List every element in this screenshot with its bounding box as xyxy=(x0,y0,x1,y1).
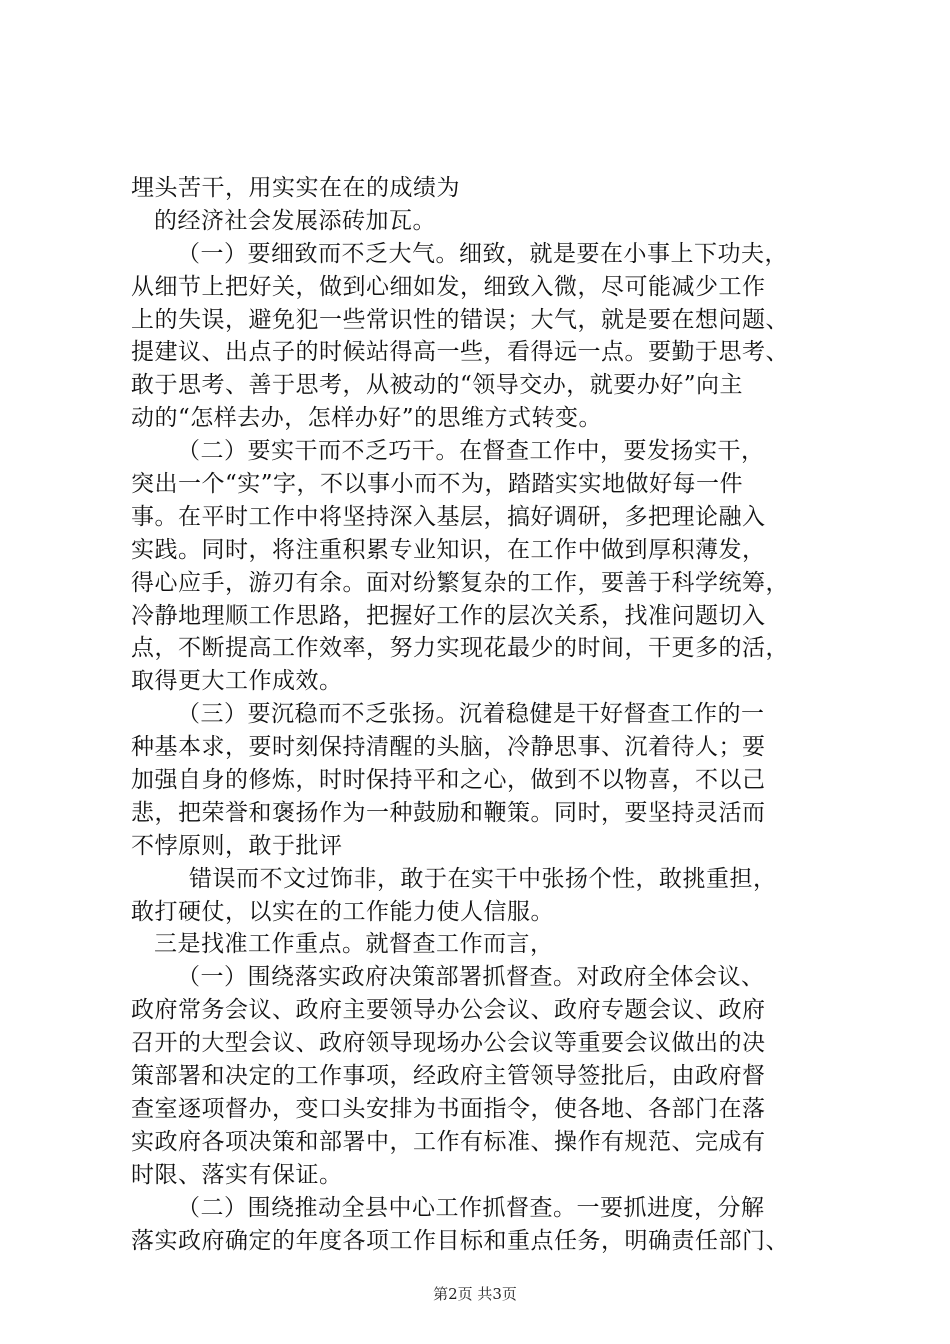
text-line: 从细节上把好关，做到心细如发，细致入微，尽可能减少工作 xyxy=(131,273,766,300)
text-line: 落实政府确定的年度各项工作目标和重点任务，明确责任部门、 xyxy=(131,1227,789,1254)
text-line: 不悖原则，敢于批评 xyxy=(131,832,343,859)
text-line: 查室逐项督办，变口头安排为书面指令，使各地、各部门在落 xyxy=(131,1095,766,1122)
text-line: 的经济社会发展添砖加瓦。 xyxy=(154,207,436,234)
text-line: 冷静地理顺工作思路，把握好工作的层次关系，找准问题切入 xyxy=(131,602,766,629)
text-line: 悲，把荣誉和褒扬作为一种鼓励和鞭策。同时，要坚持灵活而 xyxy=(131,799,766,826)
text-line: 敢打硬仗，以实在的工作能力使人信服。 xyxy=(131,898,554,925)
text-line: （一）要细致而不乏大气。细致，就是要在小事上下功夫， xyxy=(177,240,788,267)
text-line: 事。在平时工作中将坚持深入基层，搞好调研，多把理论融入 xyxy=(131,503,766,530)
text-line: 动的“怎样去办，怎样办好”的思维方式转变。 xyxy=(131,405,603,432)
text-line: 策部署和决定的工作事项，经政府主管领导签批后，由政府督 xyxy=(131,1063,766,1090)
text-line: 取得更大工作成效。 xyxy=(131,668,343,695)
text-line: 种基本求，要时刻保持清醒的头脑，冷静思事、沉着待人；要 xyxy=(131,734,766,761)
text-line: 政府常务会议、政府主要领导办公会议、政府专题会议、政府 xyxy=(131,997,766,1024)
text-line: 得心应手，游刃有余。面对纷繁复杂的工作，要善于科学统筹， xyxy=(131,569,789,596)
text-line: 三是找准工作重点。就督查工作而言， xyxy=(154,931,554,958)
text-line: 上的失误，避免犯一些常识性的错误；大气，就是要在想问题、 xyxy=(131,306,789,333)
text-line: 实践。同时，将注重积累专业知识，在工作中做到厚积薄发， xyxy=(131,536,766,563)
text-line: 时限、落实有保证。 xyxy=(131,1161,343,1188)
text-line: 埋头苦干，用实实在在的成绩为 xyxy=(131,175,460,201)
text-line: 错误而不文过饰非，敢于在实干中张扬个性，敢挑重担， xyxy=(189,865,777,892)
text-line: 加强自身的修炼，时时保持平和之心，做到不以物喜，不以己 xyxy=(131,767,766,794)
text-line: （三）要沉稳而不乏张扬。沉着稳健是干好督查工作的一 xyxy=(177,701,765,728)
text-line: （二）围绕推动全县中心工作抓督查。一要抓进度，分解 xyxy=(177,1194,765,1221)
text-line: （一）围绕落实政府决策部署抓督查。对政府全体会议、 xyxy=(177,964,765,991)
text-line: 提建议、出点子的时候站得高一些，看得远一点。要勤于思考、 xyxy=(131,339,789,366)
text-line: （二）要实干而不乏巧干。在督查工作中，要发扬实干， xyxy=(177,438,765,465)
text-line: 敢于思考、善于思考，从被动的“领导交办，就要办好”向主 xyxy=(131,372,744,399)
text-line: 突出一个“实”字，不以事小而不为，踏踏实实地做好每一件 xyxy=(131,471,744,498)
document-body xyxy=(131,172,831,1257)
text-line: 实政府各项决策和部署中，工作有标准、操作有规范、完成有 xyxy=(131,1128,766,1155)
page-footer: 第2页 共3页 xyxy=(433,1285,517,1303)
text-line: 召开的大型会议、政府领导现场办公会议等重要会议做出的决 xyxy=(131,1030,766,1057)
text-line: 点，不断提高工作效率，努力实现花最少的时间，干更多的活， xyxy=(131,635,789,662)
